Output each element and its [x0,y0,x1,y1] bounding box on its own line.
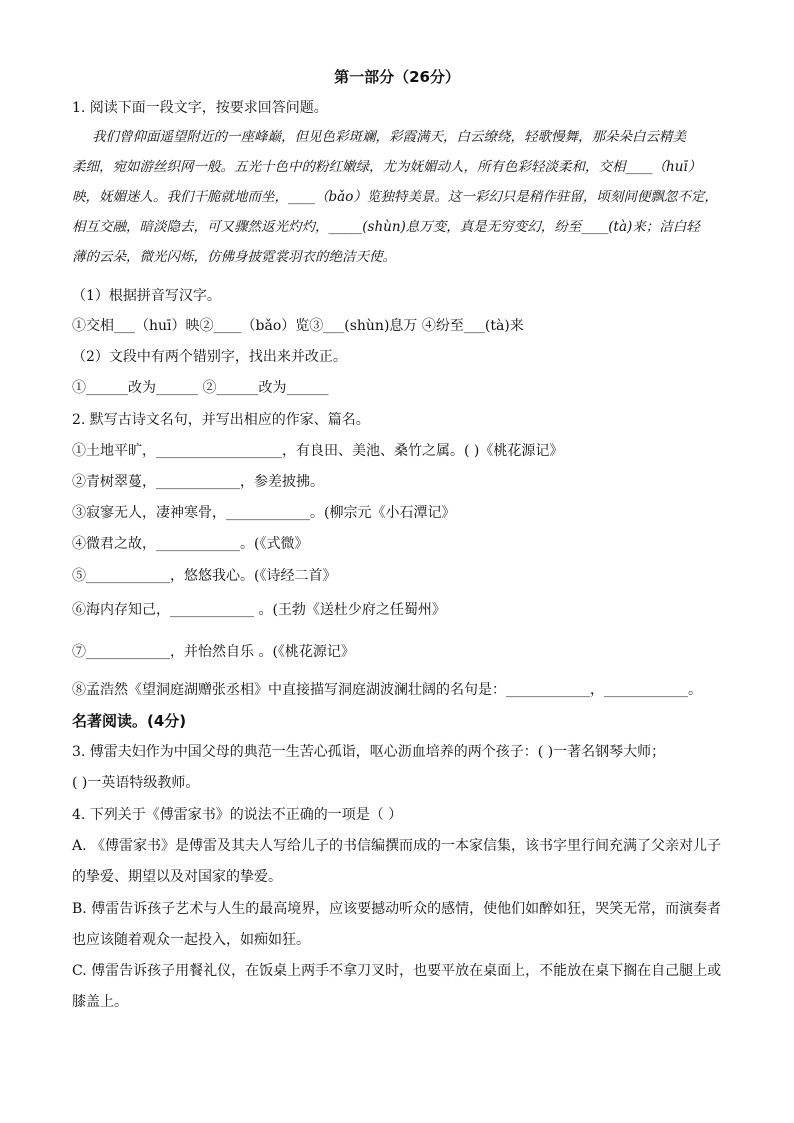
q2-item-6: ⑥海内存知己，____________ 。(王勃《送杜少府之任蜀州》 [72,602,446,618]
passage-line-1: 我们曾仰面遥望附近的一座峰巅，但见色彩斑斓，彩霞满天，白云缭绕，轻歌慢舞，那朵朵白云精美 [92,129,686,145]
passage-line-5: 薄的云朵，微光闪烁，仿佛身披霓裳羽衣的绝洁天使。 [72,249,396,265]
passage-line-3: 映，妩媚迷人。我们干脆就地而坐，____（bǎo）览独特美景。这一彩幻只是稍作驻留，顷刻间便飘忽不定， [72,189,718,205]
q2-item-2: ②青树翠蔓，____________，参差披拂。 [72,474,324,490]
q2-item-5: ⑤____________，悠悠我心。(《诗经二首》 [72,568,337,584]
q2-item-1: ①土地平旷，__________________，有良田、美池、桑竹之属。( )《桃花源记》 [72,443,564,459]
section-2-head: 名著阅读。(4分) [72,712,187,730]
q4-option-a-line-2: 的挚爱、期望以及对国家的挚爱。 [72,869,282,885]
q2-item-3: ③寂寥无人，凄神寒骨，____________。(柳宗元《小石潭记》 [72,505,456,521]
question-4-stem: 4. 下列关于《傅雷家书》的说法不正确的一项是（ ） [72,807,403,823]
q4-option-a-line-1: A. 《傅雷家书》是傅雷及其夫人写给儿子的书信编撰而成的一本家信集，该书字里行间充满了父亲对儿子 [72,838,722,854]
q4-option-b-line-2: 也应该随着观众一起投入，如痴如狂。 [72,932,310,948]
q4-option-b-line-1: B. 傅雷告诉孩子艺术与人生的最高境界，应该要撼动听众的感情，使他们如醉如狂，哭笑无常，而演奏者 [72,901,722,917]
question-2-stem: 2. 默写古诗文名句，并写出相应的作家、篇名。 [72,412,370,428]
question-1-stem: 1. 阅读下面一段文字，按要求回答问题。 [72,100,328,116]
q2-item-8: ⑧孟浩然《望洞庭湖赠张丞相》中直接描写洞庭湖波澜壮阔的名句是：____________，____________。 [72,682,702,698]
q4-option-c-line-1: C. 傅雷告诉孩子用餐礼仪，在饭桌上两手不拿刀叉时，也要平放在桌面上，不能放在桌下搁在自己腿上或 [72,963,722,979]
q1-sub2-head: （2）文段中有两个错别字，找出来并改正。 [72,349,347,365]
q4-option-c-line-2: 膝盖上。 [72,994,128,1010]
q1-sub2-items: ①______改为______ ②______改为______ [72,380,329,396]
q2-item-7: ⑦____________，并怡然自乐 。(《桃花源记》 [72,644,355,660]
q3-line-1: 3. 傅雷夫妇作为中国父母的典范一生苦心孤诣，呕心沥血培养的两个孩子：( )一著名钢琴大师； [72,744,666,760]
q1-sub1-items: ①交相___（huī）映②____（bǎo）览③___(shùn)息万 ④纷至___(tà)来 [72,318,524,334]
passage-line-2: 柔细，宛如游丝织网一般。五光十色中的粉红嫩绿，尤为妩媚动人，所有色彩轻淡柔和，交相____（huī） [72,159,702,175]
section-title: 第一部分（26分） [334,68,460,86]
q2-item-4: ④微君之故，____________。(《式微》 [72,536,309,552]
q1-sub1-head: （1）根据拼音写汉字。 [72,288,221,304]
passage-line-4: 相互交融，暗淡隐去，可又骤然返光灼灼，_____(shùn)息万变，真是无穷变幻，纷至____(tà)来；洁白轻 [72,219,700,235]
q3-line-2: ( )一英语特级教师。 [72,775,200,791]
